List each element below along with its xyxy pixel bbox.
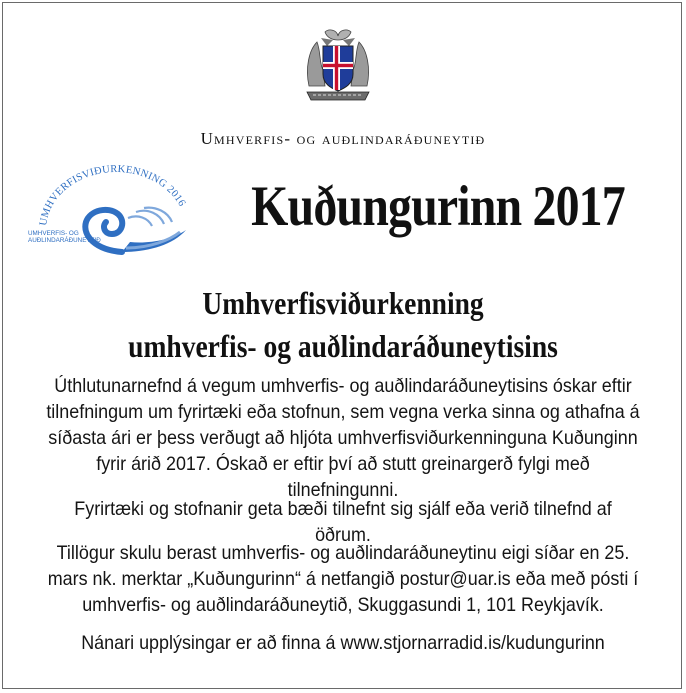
headline-line-1: Umhverfisviðurkenning bbox=[202, 285, 484, 321]
paragraph-more-info: Nánari upplýsingar er að finna á www.stjornarradid.is/kudungurinn bbox=[81, 632, 605, 654]
paragraph-nomination-call: Úthlutunarnefnd á vegum umhverfis- og auðlindaráðuneytisins óskar eftir tilnefningum um fyrirtæki eða stofnun, sem vegna verka sinna og athafna á síðasta ári er þess verðugt að hljóta umhverfisviðurkenninguna Kuðunginn fyrir árið 2017. Óskað er eftir því að stutt greinargerð fylgi með tilnefningunni. bbox=[46, 375, 640, 501]
page-title: Kuðungurinn 2017 bbox=[251, 175, 625, 238]
paragraph-submission-info: Tillögur skulu berast umhverfis- og auðlindaráðuneytinu eigi síðar en 25. mars nk. merktar „Kuðungurinn“ á netfangið postur@uar.is eða með pósti í umhverfis- og auðlindaráðuneytið, Skuggasundi 1, 101 Reykjavík. bbox=[47, 542, 639, 616]
icelandic-coat-of-arms-icon bbox=[303, 28, 373, 104]
svg-text:UMHVERFISVIÐURKENNING 2016 bbox=[38, 164, 187, 227]
logo-small-text-1: UMHVERFIS- OG bbox=[28, 230, 79, 237]
headline-line-2: umhverfis- og auðlindaráðuneytisins bbox=[128, 328, 558, 364]
logo-arc-text: UMHVERFISVIÐURKENNING 2016 bbox=[38, 163, 188, 227]
logo-small-text-2: AUÐLINDARÁÐUNEYTIÐ bbox=[28, 237, 101, 244]
paragraph-self-nomination: Fyrirtæki og stofnanir geta bæði tilnefnt sig sjálf eða verið tilnefnd af öðrum. bbox=[74, 498, 612, 546]
ministry-name: Umhverfis- og auðlindaráðuneytið bbox=[200, 129, 486, 148]
environmental-award-logo bbox=[26, 160, 198, 260]
